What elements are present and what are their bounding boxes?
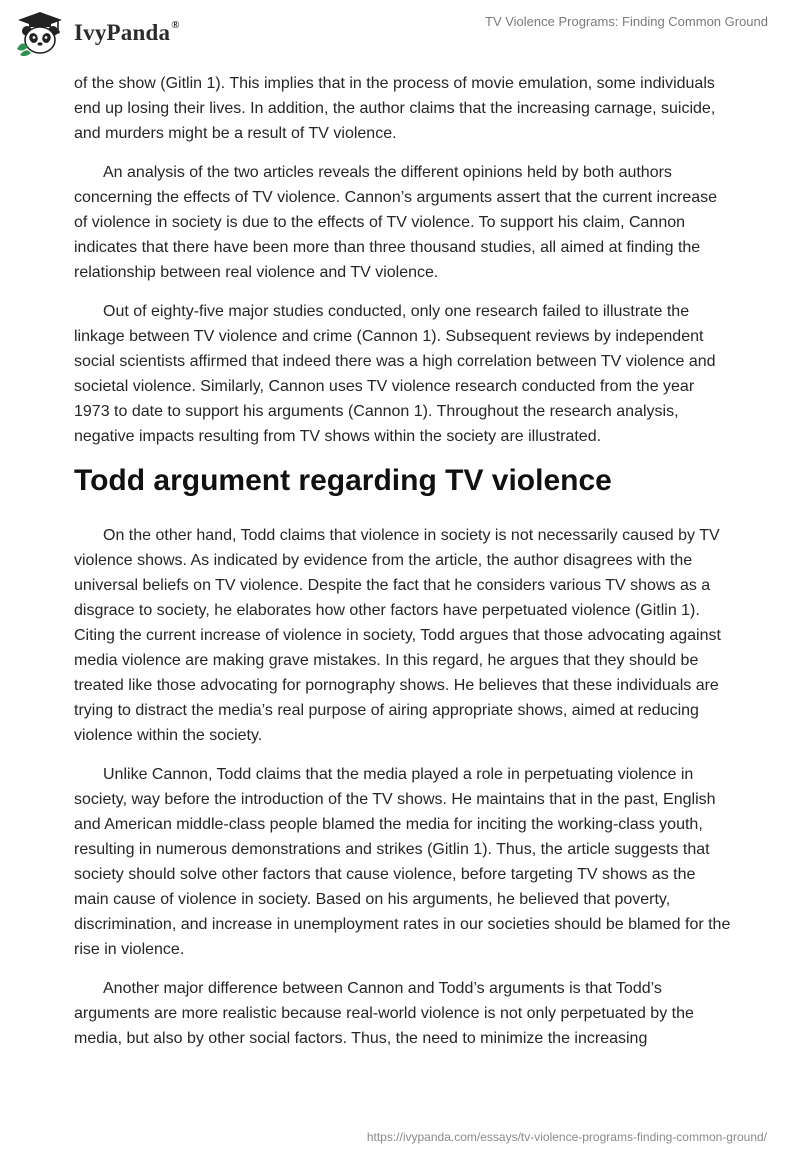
paragraph-continuation: of the show (Gitlin 1). This implies that in the process of movie emulation, some individuals end up losing their lives. In addition, the author claims that the increasing carnage, suicide, and murders might be a result of TV violence. — [74, 75, 716, 142]
brand-logo[interactable] — [14, 9, 180, 57]
page-header — [0, 0, 800, 70]
paragraph: An analysis of the two articles reveals the different opinions held by both authors concerning the effects of TV violence. Cannon’s arguments assert that the current increase of violence in society is due to the effects of TV violence. To support his claim, Cannon indicates that there have been more than three thousand studies, all aimed at finding the relationship between real violence and TV violence. — [74, 164, 718, 281]
section-heading: Todd argument regarding TV violence — [74, 464, 612, 497]
document-title: TV Violence Programs: Finding Common Ground — [485, 14, 768, 29]
paragraph: Unlike Cannon, Todd claims that the media played a role in perpetuating violence in society, way before the introduction of the TV shows. He maintains that in the past, English and American middle-class people blamed the media for inciting the working-class youth, resulting in numerous demonstrations and strikes (Gitlin 1). Thus, the article suggests that society should solve other factors that cause violence, before targeting TV shows as the main cause of violence in society. Based on his arguments, he believed that poverty, discrimination, and increase in unemployment rates in our societies should be blamed for the rise in violence. — [74, 766, 731, 958]
source-url[interactable]: https://ivypanda.com/essays/tv-violence-programs-finding-common-ground/ — [366, 1130, 767, 1144]
paragraph: Another major difference between Cannon and Todd’s arguments is that Todd’s arguments are more realistic because real-world violence is not only perpetuated by the media, but also by other social factors. Thus, the need to minimize the increasing — [74, 980, 694, 1047]
essay-content — [74, 71, 734, 1065]
paragraph: Out of eighty-five major studies conducted, only one research failed to illustrate the linkage between TV violence and crime (Cannon 1). Subsequent reviews by independent social scientists affirmed that indeed there was a high correlation between TV violence and societal violence. Similarly, Cannon uses TV violence research conducted from the year 1973 to date to support his arguments (Cannon 1). Throughout the research analysis, negative impacts resulting from TV shows within the society are illustrated. — [74, 303, 716, 445]
brand-name: IvyPanda® — [74, 19, 180, 45]
panda-graduate-logo-icon — [14, 9, 66, 57]
paragraph: On the other hand, Todd claims that violence in society is not necessarily caused by TV violence shows. As indicated by evidence from the article, the author disagrees with the universal beliefs on TV violence. Despite the fact that he considers various TV shows as a disgrace to society, he elaborates how other factors have perpetuated violence (Gitlin 1). Citing the current increase of violence in society, Todd argues that those advocating against media violence are making grave mistakes. In this regard, he argues that they should be treated like those advocating for pornography shows. He believes that these individuals are trying to distract the media’s real purpose of airing appropriate shows, aimed at reducing violence within the society. — [74, 527, 721, 744]
